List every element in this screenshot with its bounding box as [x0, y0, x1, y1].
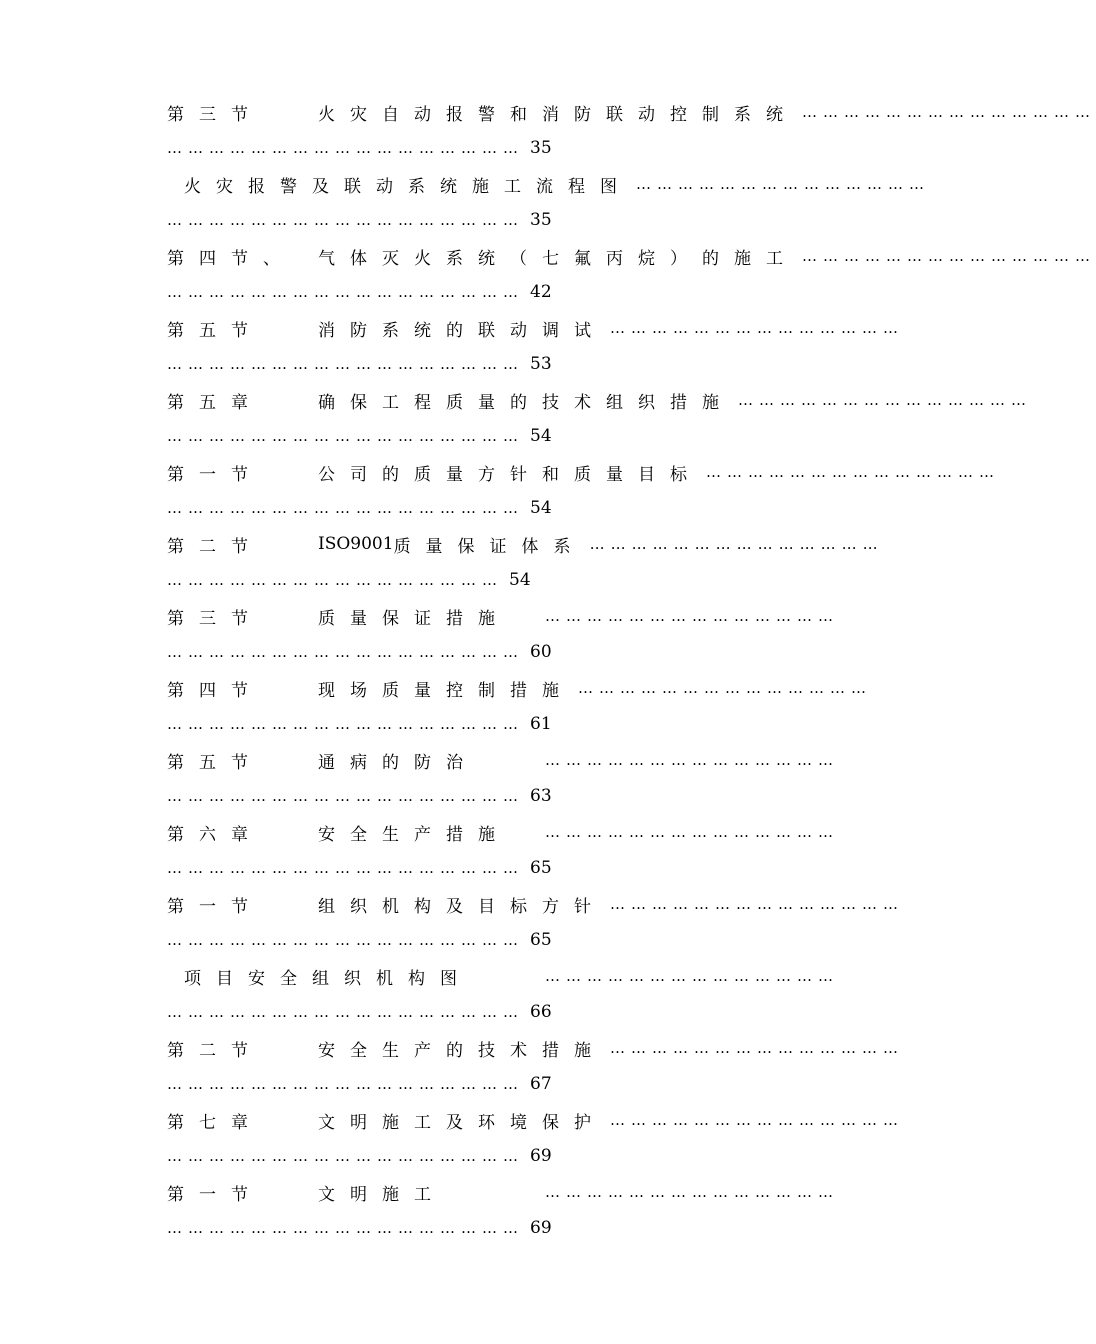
entry-page-number: 69 — [530, 1218, 552, 1238]
toc-entry[interactable] — [167, 524, 884, 596]
entry-title: 火灾自动报警和消防联动控制系统 — [318, 104, 798, 125]
entry-page-number: 60 — [530, 642, 552, 662]
entry-page-number: 65 — [530, 858, 552, 878]
entry-title: 质量保证体系 — [393, 536, 586, 557]
dot-leader: …………………………………… — [545, 607, 839, 625]
dot-leader: …………………………………………… — [167, 283, 524, 301]
dot-leader: …………………………………………… — [167, 1003, 524, 1021]
dot-leader: …………………………………… — [802, 247, 1096, 265]
table-of-contents — [167, 92, 1096, 1244]
dot-leader: …………………………………… — [802, 103, 1096, 121]
entry-page-number: 67 — [530, 1074, 552, 1094]
entry-page-number: 54 — [530, 498, 552, 518]
dot-leader: …………………………………… — [545, 1183, 839, 1201]
dot-leader: …………………………………… — [578, 679, 872, 697]
entry-title: 安全生产措施 — [318, 824, 510, 845]
entry-page-number: 61 — [530, 714, 552, 734]
dot-leader: …………………………………………… — [167, 139, 524, 157]
entry-label: 第六章 — [167, 824, 263, 845]
entry-title: 文明施工 — [318, 1184, 446, 1205]
entry-label: 第二节 — [167, 536, 263, 557]
dot-leader: …………………………………… — [610, 1039, 904, 1057]
entry-title: 通病的防治 — [318, 752, 478, 773]
entry-page-number: 66 — [530, 1002, 552, 1022]
entry-label: 第七章 — [167, 1112, 263, 1133]
dot-leader: …………………………………………… — [167, 1075, 524, 1093]
dot-leader: …………………………………… — [706, 463, 1000, 481]
entry-label: 第四节 — [167, 680, 263, 701]
entry-page-number: 35 — [530, 138, 552, 158]
toc-entry[interactable] — [167, 668, 872, 740]
entry-title: 安全生产的技术措施 — [318, 1040, 606, 1061]
entry-title-prefix: ISO9001 — [318, 534, 394, 554]
entry-page-number: 53 — [530, 354, 552, 374]
dot-leader: …………………………………………… — [167, 715, 524, 733]
dot-leader: …………………………………… — [610, 895, 904, 913]
entry-title: 组织机构及目标方针 — [318, 896, 606, 917]
toc-entry[interactable] — [167, 596, 839, 668]
entry-label: 第一节 — [167, 896, 263, 917]
entry-page-number: 54 — [530, 426, 552, 446]
entry-title: 项目安全组织机构图 — [184, 968, 472, 989]
entry-title: 公司的质量方针和质量目标 — [318, 464, 702, 485]
toc-entry[interactable] — [167, 812, 839, 884]
toc-entry[interactable] — [167, 740, 839, 812]
dot-leader: …………………………………… — [545, 751, 839, 769]
toc-entry[interactable] — [167, 380, 1032, 452]
entry-title: 现场质量控制措施 — [318, 680, 574, 701]
entry-page-number: 42 — [530, 282, 552, 302]
dot-leader: …………………………………………… — [167, 787, 524, 805]
dot-leader: …………………………………………… — [167, 931, 524, 949]
dot-leader: …………………………………………… — [167, 859, 524, 877]
entry-label: 第三节 — [167, 608, 263, 629]
entry-label: 第五节 — [167, 320, 263, 341]
dot-leader: …………………………………………… — [167, 427, 524, 445]
entry-label: 第四节、 — [167, 248, 295, 269]
dot-leader: …………………………………………… — [167, 355, 524, 373]
entry-title: 质量保证措施 — [318, 608, 510, 629]
toc-entry[interactable] — [167, 236, 1096, 308]
dot-leader: …………………………………………… — [167, 1219, 524, 1237]
dot-leader: ………………………………………… — [167, 571, 503, 589]
entry-page-number: 63 — [530, 786, 552, 806]
dot-leader: …………………………………………… — [167, 211, 524, 229]
entry-label: 第五章 — [167, 392, 263, 413]
toc-entry[interactable] — [167, 956, 839, 1028]
dot-leader: …………………………………… — [589, 535, 884, 553]
dot-leader: …………………………………… — [738, 391, 1032, 409]
toc-entry[interactable] — [167, 452, 1000, 524]
entry-page-number: 35 — [530, 210, 552, 230]
dot-leader: …………………………………… — [610, 319, 904, 337]
entry-label: 第五节 — [167, 752, 263, 773]
entry-label: 第二节 — [167, 1040, 263, 1061]
dot-leader: …………………………………………… — [167, 499, 524, 517]
entry-title: 火灾报警及联动系统施工流程图 — [184, 176, 632, 197]
entry-page-number: 69 — [530, 1146, 552, 1166]
toc-entry[interactable] — [167, 92, 1096, 164]
toc-entry[interactable] — [167, 884, 904, 956]
entry-page-number: 54 — [509, 570, 531, 590]
toc-entry[interactable] — [167, 164, 930, 236]
dot-leader: …………………………………… — [636, 175, 930, 193]
toc-entry[interactable] — [167, 308, 904, 380]
entry-title: 消防系统的联动调试 — [318, 320, 606, 341]
entry-title: 气体灭火系统（七氟丙烷）的施工 — [318, 248, 798, 269]
toc-entry[interactable] — [167, 1028, 904, 1100]
entry-title: 文明施工及环境保护 — [318, 1112, 606, 1133]
dot-leader: …………………………………………… — [167, 643, 524, 661]
dot-leader: …………………………………………… — [167, 1147, 524, 1165]
entry-label: 第一节 — [167, 1184, 263, 1205]
entry-label: 第一节 — [167, 464, 263, 485]
toc-entry[interactable] — [167, 1172, 839, 1244]
dot-leader: …………………………………… — [610, 1111, 904, 1129]
entry-title: 确保工程质量的技术组织措施 — [318, 392, 734, 413]
entry-label: 第三节 — [167, 104, 263, 125]
toc-entry[interactable] — [167, 1100, 904, 1172]
entry-page-number: 65 — [530, 930, 552, 950]
dot-leader: …………………………………… — [545, 823, 839, 841]
dot-leader: …………………………………… — [545, 967, 839, 985]
